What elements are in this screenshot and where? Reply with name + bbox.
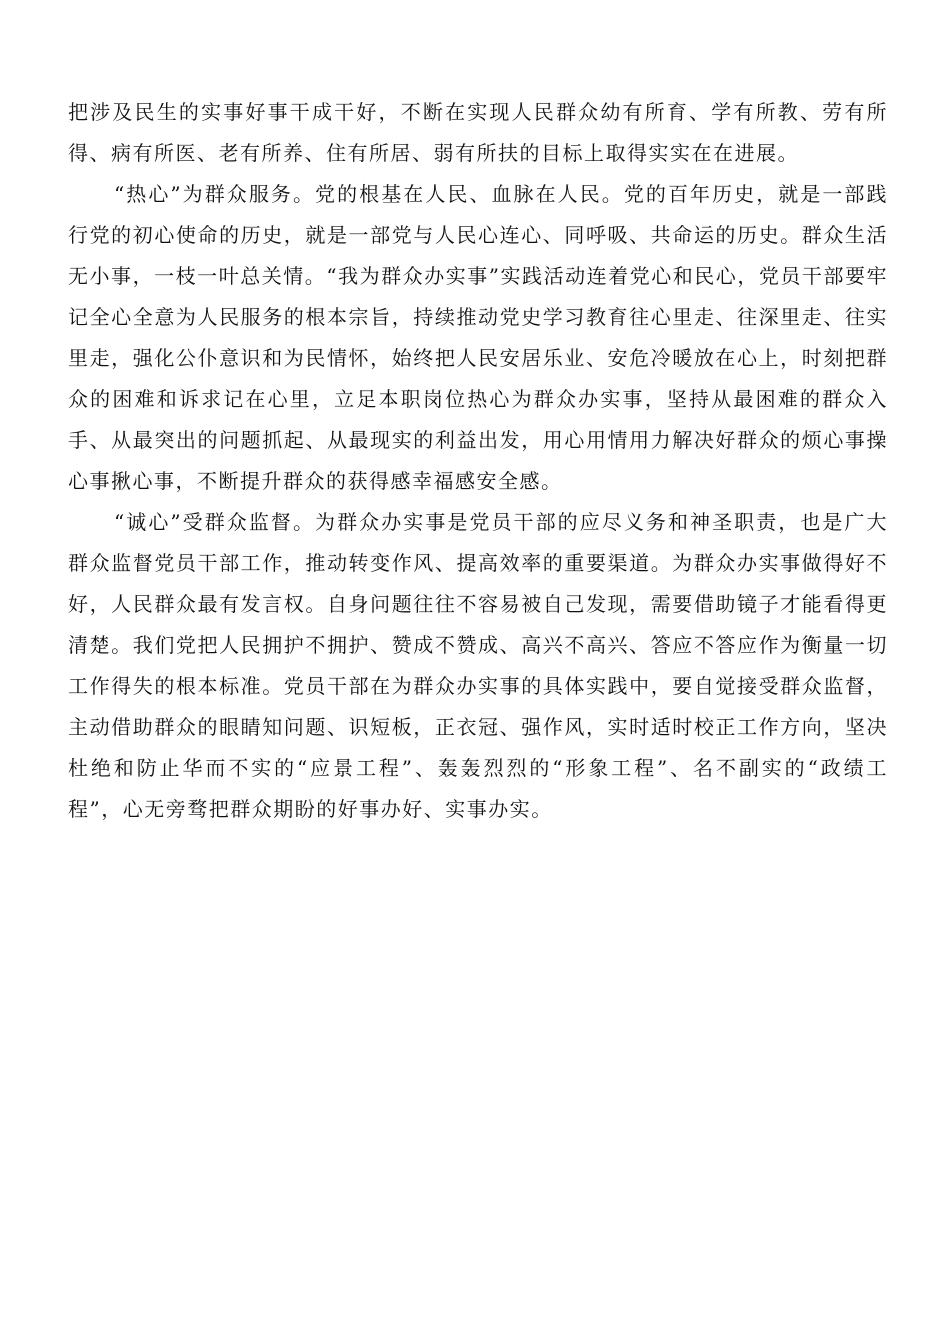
paragraph-warm-heart: “热心”为群众服务。党的根基在人民、血脉在人民。党的百年历史，就是一部践行党的初心使命的历史，就是一部党与人民心连心、同呼吸、共命运的历史。群众生活无小事，一枝一叶总关情。“我为群众办实事”实践活动连着党心和民心，党员干部要牢记全心全意为人民服务的根本宗旨，持续推动党史学习教育往心里走、往深里走、往实里走，强化公仆意识和为民情怀，始终把人民安居乐业、安危冷暖放在心上，时刻把群众的困难和诉求记在心里，立足本职岗位热心为群众办实事，坚持从最困难的群众入手、从最突出的问题抓起、从最现实的利益出发，用心用情用力解决好群众的烦心事操心事揪心事，不断提升群众的获得感幸福感安全感。 — [68, 182, 888, 493]
paragraph-continuation: 把涉及民生的实事好事干成干好，不断在实现人民群众幼有所育、学有所教、劳有所得、病有所医、老有所养、住有所居、弱有所扶的目标上取得实实在在进展。 — [68, 100, 888, 165]
document-body — [68, 92, 888, 830]
paragraph-sincere-heart: “诚心”受群众监督。为群众办实事是党员干部的应尽义务和神圣职责，也是广大群众监督党员干部工作，推动转变作风、提高效率的重要渠道。为群众办实事做得好不好，人民群众最有发言权。自身问题往往不容易被自己发现，需要借助镜子才能看得更清楚。我们党把人民拥护不拥护、赞成不赞成、高兴不高兴、答应不答应作为衡量一切工作得失的根本标准。党员干部在为群众办实事的具体实践中，要自觉接受群众监督，主动借助群众的眼睛知问题、识短板，正衣冠、强作风，实时适时校正工作方向，坚决杜绝和防止华而不实的“应景工程”、轰轰烈烈的“形象工程”、名不副实的“政绩工程”，心无旁骛把群众期盼的好事办好、实事办实。 — [68, 510, 888, 821]
